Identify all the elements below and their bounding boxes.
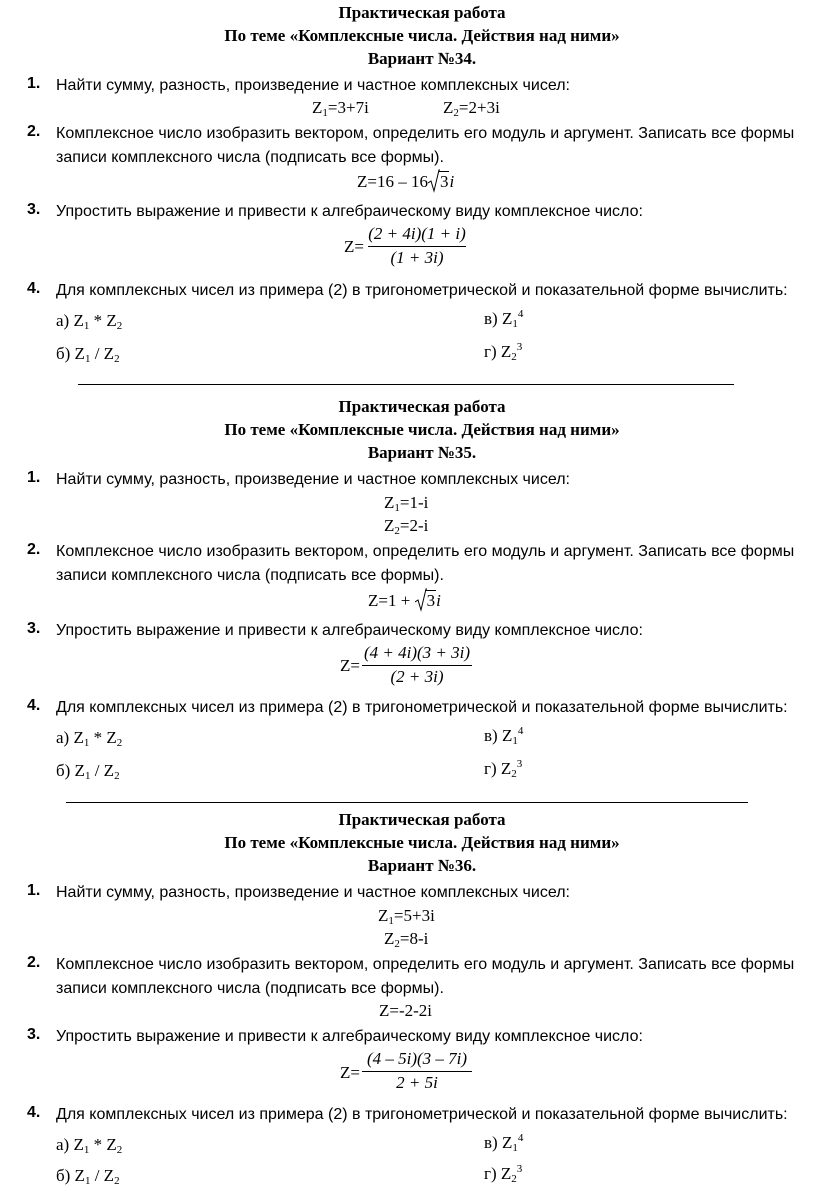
subtask-b: б) $Z_1 / Z_2$ [56, 344, 120, 365]
task-number: 2. [27, 954, 41, 971]
task-number: 4. [27, 1104, 41, 1121]
subtask-v: в) $Z_1^4$ [484, 725, 524, 747]
complex-number-formula: Z=-2-2i [379, 1001, 433, 1020]
task-text: Упростить выражение и привести к алгебраическому виду комплексное число: [56, 203, 643, 220]
fraction-denominator: (1 + 3i) [390, 248, 444, 267]
task-number: 4. [27, 280, 41, 297]
fraction-denominator: 2 + 5i [396, 1073, 438, 1092]
task-number: 1. [27, 882, 41, 899]
task-number: 3. [27, 1026, 41, 1043]
worksheet-topic: По теме «Комплексные числа. Действия над ними» [224, 26, 620, 45]
subtask-a: а) $Z_1 * Z_2$ [56, 728, 123, 749]
task-text: Комплексное число изобразить вектором, определить его модуль и аргумент. Записать все формы [56, 125, 795, 142]
variant-number: Вариант №36. [367, 856, 477, 875]
separator-line [66, 802, 748, 803]
separator-line [78, 384, 734, 385]
subtask-g: г) $Z_2^3$ [484, 1163, 523, 1185]
subtask-a: а) $Z_1 * Z_2$ [56, 1135, 123, 1156]
task-number: 1. [27, 75, 41, 92]
task-text: Найти сумму, разность, произведение и частное комплексных чисел: [56, 471, 570, 488]
fraction-expression [362, 643, 472, 691]
worksheet-topic: По теме «Комплексные числа. Действия над ними» [224, 833, 620, 852]
task-number: 4. [27, 697, 41, 714]
subtask-g: г) $Z_2^3$ [484, 758, 523, 780]
fraction-numerator: (2 + 4i)(1 + i) [368, 224, 466, 243]
task-number: 2. [27, 123, 41, 140]
task-number: 2. [27, 541, 41, 558]
subtask-v: в) $Z_1^4$ [484, 308, 524, 330]
task-text: Упростить выражение и привести к алгебраическому виду комплексное число: [56, 1028, 643, 1045]
fraction-expression [368, 224, 466, 272]
z2-value: $Z_2=2-i$ [384, 516, 429, 537]
fraction-expression [362, 1049, 472, 1097]
fraction-numerator: (4 + 4i)(3 + 3i) [363, 643, 471, 662]
variant-number: Вариант №34. [367, 49, 477, 68]
fraction-prefix: Z= [344, 237, 364, 256]
worksheet-title: Практическая работа [338, 3, 506, 22]
subtask-v: в) $Z_1^4$ [484, 1132, 524, 1154]
task-text: Для комплексных чисел из примера (2) в тригонометрической и показательной форме вычислить: [56, 699, 788, 716]
z2-value: $Z_2=8-i$ [384, 929, 429, 950]
z1-value: $Z_1=1-i$ [384, 493, 429, 514]
task-number: 3. [27, 201, 41, 218]
z1-value: $Z_1=3+7i$ [312, 98, 369, 119]
worksheet-topic: По теме «Комплексные числа. Действия над ними» [224, 420, 620, 439]
task-text-line2: записи комплексного числа (подписать все формы). [56, 567, 444, 584]
fraction-prefix: Z= [340, 1063, 360, 1082]
worksheet-title: Практическая работа [338, 397, 506, 416]
task-text: Найти сумму, разность, произведение и частное комплексных чисел: [56, 77, 570, 94]
task-text-line2: записи комплексного числа (подписать все формы). [56, 149, 444, 166]
complex-number-formula: Z=1 + 3i [368, 591, 441, 610]
subtask-g: г) $Z_2^3$ [484, 341, 523, 363]
complex-number-formula: Z=16 – 16 3i [357, 172, 455, 191]
task-number: 1. [27, 469, 41, 486]
task-text: Для комплексных чисел из примера (2) в тригонометрической и показательной форме вычислить: [56, 1106, 788, 1123]
fraction-prefix: Z= [340, 656, 360, 675]
fraction-denominator: (2 + 3i) [390, 667, 444, 686]
subtask-a: а) $Z_1 * Z_2$ [56, 311, 123, 332]
z1-value: $Z_1=5+3i$ [378, 906, 435, 927]
task-text: Для комплексных чисел из примера (2) в тригонометрической и показательной форме вычислить: [56, 282, 788, 299]
z2-value: $Z_2=2+3i$ [443, 98, 500, 119]
task-number: 3. [27, 620, 41, 637]
task-text: Комплексное число изобразить вектором, определить его модуль и аргумент. Записать все формы [56, 543, 795, 560]
fraction-numerator: (4 – 5i)(3 – 7i) [366, 1049, 468, 1068]
worksheet-title: Практическая работа [338, 810, 506, 829]
task-text: Найти сумму, разность, произведение и частное комплексных чисел: [56, 884, 570, 901]
task-text: Комплексное число изобразить вектором, определить его модуль и аргумент. Записать все формы [56, 956, 795, 973]
variant-number: Вариант №35. [367, 443, 477, 462]
fraction-bar [362, 665, 472, 666]
subtask-b: б) $Z_1 / Z_2$ [56, 761, 120, 782]
subtask-b: б) $Z_1 / Z_2$ [56, 1166, 120, 1187]
fraction-bar [368, 246, 466, 247]
task-text-line2: записи комплексного числа (подписать все формы). [56, 980, 444, 997]
task-text: Упростить выражение и привести к алгебраическому виду комплексное число: [56, 622, 643, 639]
fraction-bar [362, 1071, 472, 1072]
